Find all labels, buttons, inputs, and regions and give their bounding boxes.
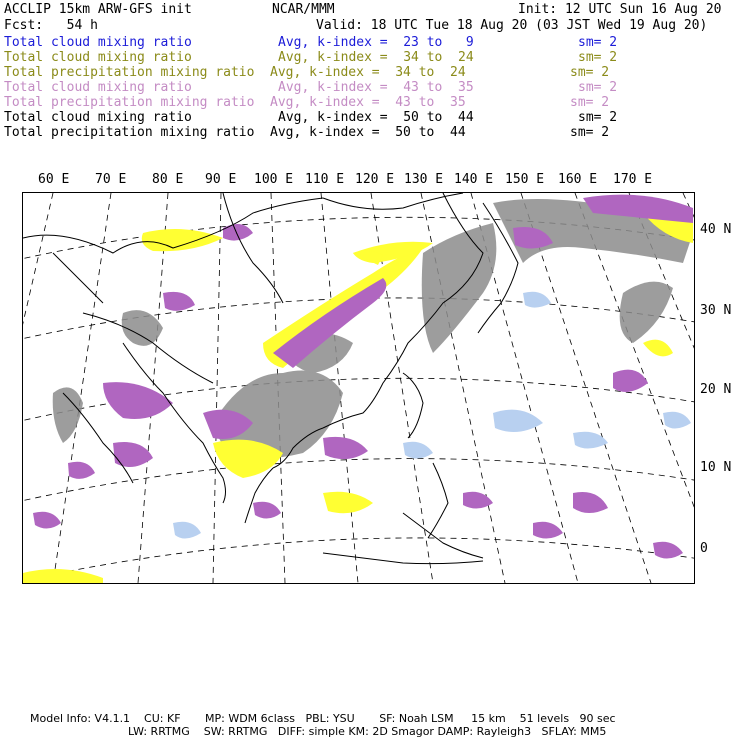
lon-label: 120 E	[355, 172, 395, 187]
field-name: Total precipitation mixing ratio	[4, 95, 255, 110]
model-info-line2: LW: RRTMG SW: RRTMG DIFF: simple KM: 2D Smagor DAMP: Rayleigh3 SFLAY: MM5	[128, 725, 607, 738]
field-avg: Avg, k-index = 43 to 35	[278, 80, 474, 95]
field-avg: Avg, k-index = 43 to 35	[270, 95, 466, 110]
lat-label: 0	[700, 541, 708, 556]
lon-label: 100 E	[254, 172, 294, 187]
forecast-map	[22, 192, 695, 584]
lat-label: 10 N	[700, 460, 732, 475]
field-sm: sm= 2	[578, 110, 618, 125]
map-canvas	[23, 193, 694, 583]
lon-label: 140 E	[454, 172, 494, 187]
model-info-line1: Model Info: V4.1.1 CU: KF MP: WDM 6class PBL: YSU SF: Noah LSM 15 km 51 levels 90 sec	[30, 712, 616, 725]
field-sm: sm= 2	[578, 80, 618, 95]
org-label: NCAR/MMM	[272, 2, 335, 17]
field-name: Total cloud mixing ratio	[4, 35, 192, 50]
field-sm: sm= 2	[570, 125, 610, 140]
field-sm: sm= 2	[578, 35, 618, 50]
init-time: Init: 12 UTC Sun 16 Aug 20	[518, 2, 722, 17]
field-name: Total cloud mixing ratio	[4, 110, 192, 125]
lon-label: 90 E	[205, 172, 237, 187]
field-name: Total precipitation mixing ratio	[4, 125, 255, 140]
lon-label: 110 E	[305, 172, 345, 187]
lon-label: 70 E	[95, 172, 127, 187]
field-sm: sm= 2	[570, 95, 610, 110]
lon-label: 130 E	[404, 172, 444, 187]
field-name: Total cloud mixing ratio	[4, 50, 192, 65]
lat-label: 30 N	[700, 303, 732, 318]
valid-time: Valid: 18 UTC Tue 18 Aug 20 (03 JST Wed 19 Aug 20)	[316, 18, 708, 33]
model-title: ACCLIP 15km ARW-GFS init	[4, 2, 192, 17]
lon-label: 160 E	[558, 172, 598, 187]
field-avg: Avg, k-index = 50 to 44	[278, 110, 474, 125]
lat-label: 40 N	[700, 222, 732, 237]
forecast-hour: Fcst: 54 h	[4, 18, 98, 33]
field-avg: Avg, k-index = 34 to 24	[270, 65, 466, 80]
field-avg: Avg, k-index = 50 to 44	[270, 125, 466, 140]
field-sm: sm= 2	[578, 50, 618, 65]
lon-label: 150 E	[505, 172, 545, 187]
field-sm: sm= 2	[570, 65, 610, 80]
lat-label: 20 N	[700, 382, 732, 397]
field-name: Total precipitation mixing ratio	[4, 65, 255, 80]
field-name: Total cloud mixing ratio	[4, 80, 192, 95]
field-avg: Avg, k-index = 34 to 24	[278, 50, 474, 65]
lon-label: 60 E	[38, 172, 70, 187]
lon-label: 80 E	[152, 172, 184, 187]
lon-label: 170 E	[613, 172, 653, 187]
field-avg: Avg, k-index = 23 to 9	[278, 35, 474, 50]
